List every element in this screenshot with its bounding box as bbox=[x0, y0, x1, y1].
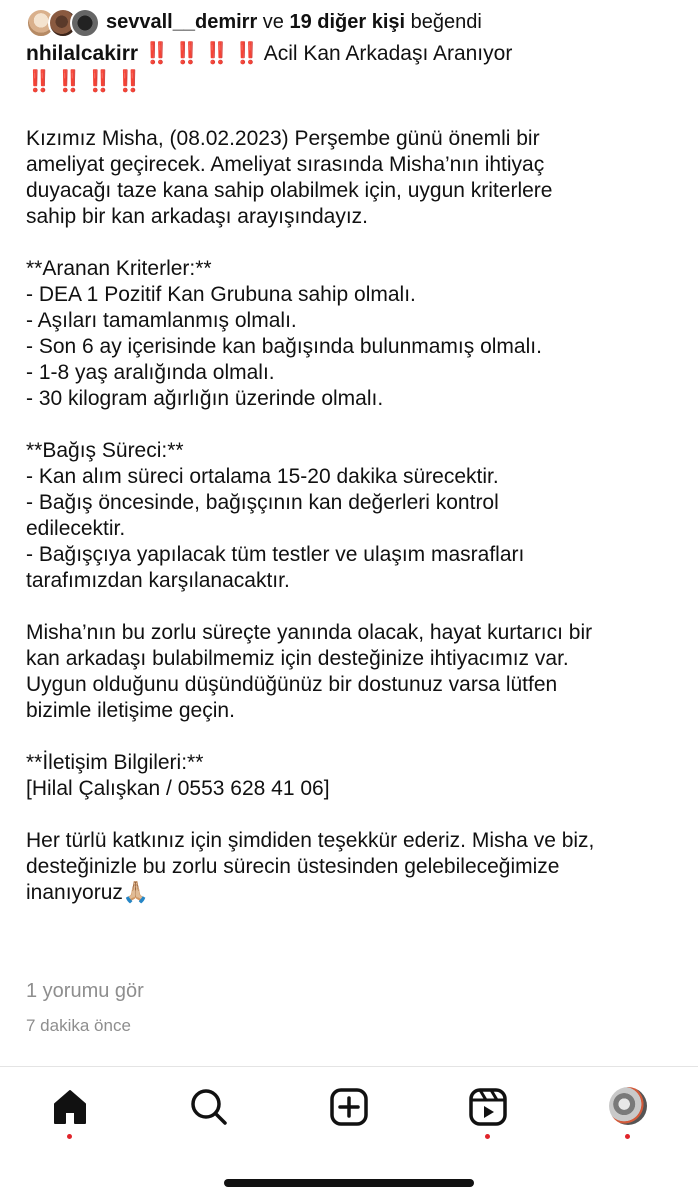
notification-dot bbox=[485, 1134, 490, 1139]
nav-create-button[interactable] bbox=[327, 1085, 371, 1129]
caption-paragraph-criteria: **Aranan Kriterler:** - DEA 1 Pozitif Kan Grubuna sahip olmalı. - Aşıları tamamlanmış olmalı. - Son 6 ay içerisinde kan bağışında bulunmamış olmalı. - 1-8 yaş aralığında olmalı. - 30 kilogram ağırlığın üzerinde olmalı. bbox=[26, 257, 542, 410]
nav-search-button[interactable] bbox=[187, 1085, 231, 1129]
caption-header bbox=[26, 40, 666, 96]
notification-dot bbox=[625, 1134, 630, 1139]
view-comments-link[interactable]: 1 yorumu gör bbox=[26, 980, 144, 1002]
likes-connector: ve bbox=[262, 10, 284, 33]
caption-title: Acil Kan Arkadaşı Aranıyor bbox=[263, 42, 513, 65]
reels-icon bbox=[466, 1085, 510, 1129]
post-timestamp: 7 dakika önce bbox=[26, 1016, 131, 1035]
caption-paragraph-thanks: Her türlü katkınız için şimdiden teşekkür ederiz. Misha ve biz, desteğinizle bu zorlu sürecin üstesinden gelebileceğimize inanıyoruz🙏🏼 bbox=[26, 829, 595, 904]
author-username[interactable]: nhilalcakirr bbox=[26, 42, 139, 65]
caption-paragraph-appeal: Misha’nın bu zorlu süreçte yanında olacak, hayat kurtarıcı bir kan arkadaşı bulabilmemiz için desteğinize ihtiyacımız var. Uygun olduğunu düşündüğünüz bir dostunuz varsa lütfen bizimle iletişime geçin. bbox=[26, 621, 593, 722]
likes-row[interactable] bbox=[26, 6, 482, 38]
caption-paragraph-intro: Kızımız Misha, (08.02.2023) Perşembe günü önemli bir ameliyat geçirecek. Ameliyat sırasında Misha’nın ihtiyaç duyacağı taze kana sahip olabilmek için, uygun kriterlere sahip bir kan arkadaşı arayışındayız. bbox=[26, 127, 553, 228]
double-exclamation-icon: ‼️ ‼️ ‼️ ‼️ bbox=[143, 42, 259, 65]
bottom-nav bbox=[0, 1067, 698, 1157]
caption-paragraph-process: **Bağış Süreci:** - Kan alım süreci ortalama 15-20 dakika sürecektir. - Bağış öncesinde, bağışçının kan değerleri kontrol edilecektir. - Bağışçıya yapılacak tüm testler ve ulaşım masrafları tarafımızdan karşılanacaktır. bbox=[26, 439, 525, 592]
likes-suffix: beğendi bbox=[410, 10, 482, 33]
home-indicator bbox=[224, 1179, 474, 1187]
liker-username[interactable]: sevvall__demirr bbox=[106, 10, 258, 33]
nav-profile-button[interactable] bbox=[606, 1085, 650, 1129]
caption-paragraph-contact: **İletişim Bilgileri:** [Hilal Çalışkan / 0553 628 41 06] bbox=[26, 751, 330, 800]
home-icon bbox=[48, 1085, 92, 1129]
post-caption-body bbox=[26, 126, 676, 932]
avatar bbox=[70, 8, 100, 38]
liker-avatars[interactable] bbox=[26, 7, 100, 37]
notification-dot bbox=[67, 1134, 72, 1139]
nav-reels-button[interactable] bbox=[466, 1085, 510, 1129]
plus-square-icon bbox=[327, 1085, 371, 1129]
double-exclamation-icon: ‼️ ‼️ ‼️ ‼️ bbox=[26, 70, 142, 93]
profile-avatar bbox=[609, 1087, 647, 1125]
likes-others-link[interactable]: 19 diğer kişi bbox=[289, 10, 406, 33]
nav-home-button[interactable] bbox=[48, 1085, 92, 1129]
search-icon bbox=[187, 1085, 231, 1129]
